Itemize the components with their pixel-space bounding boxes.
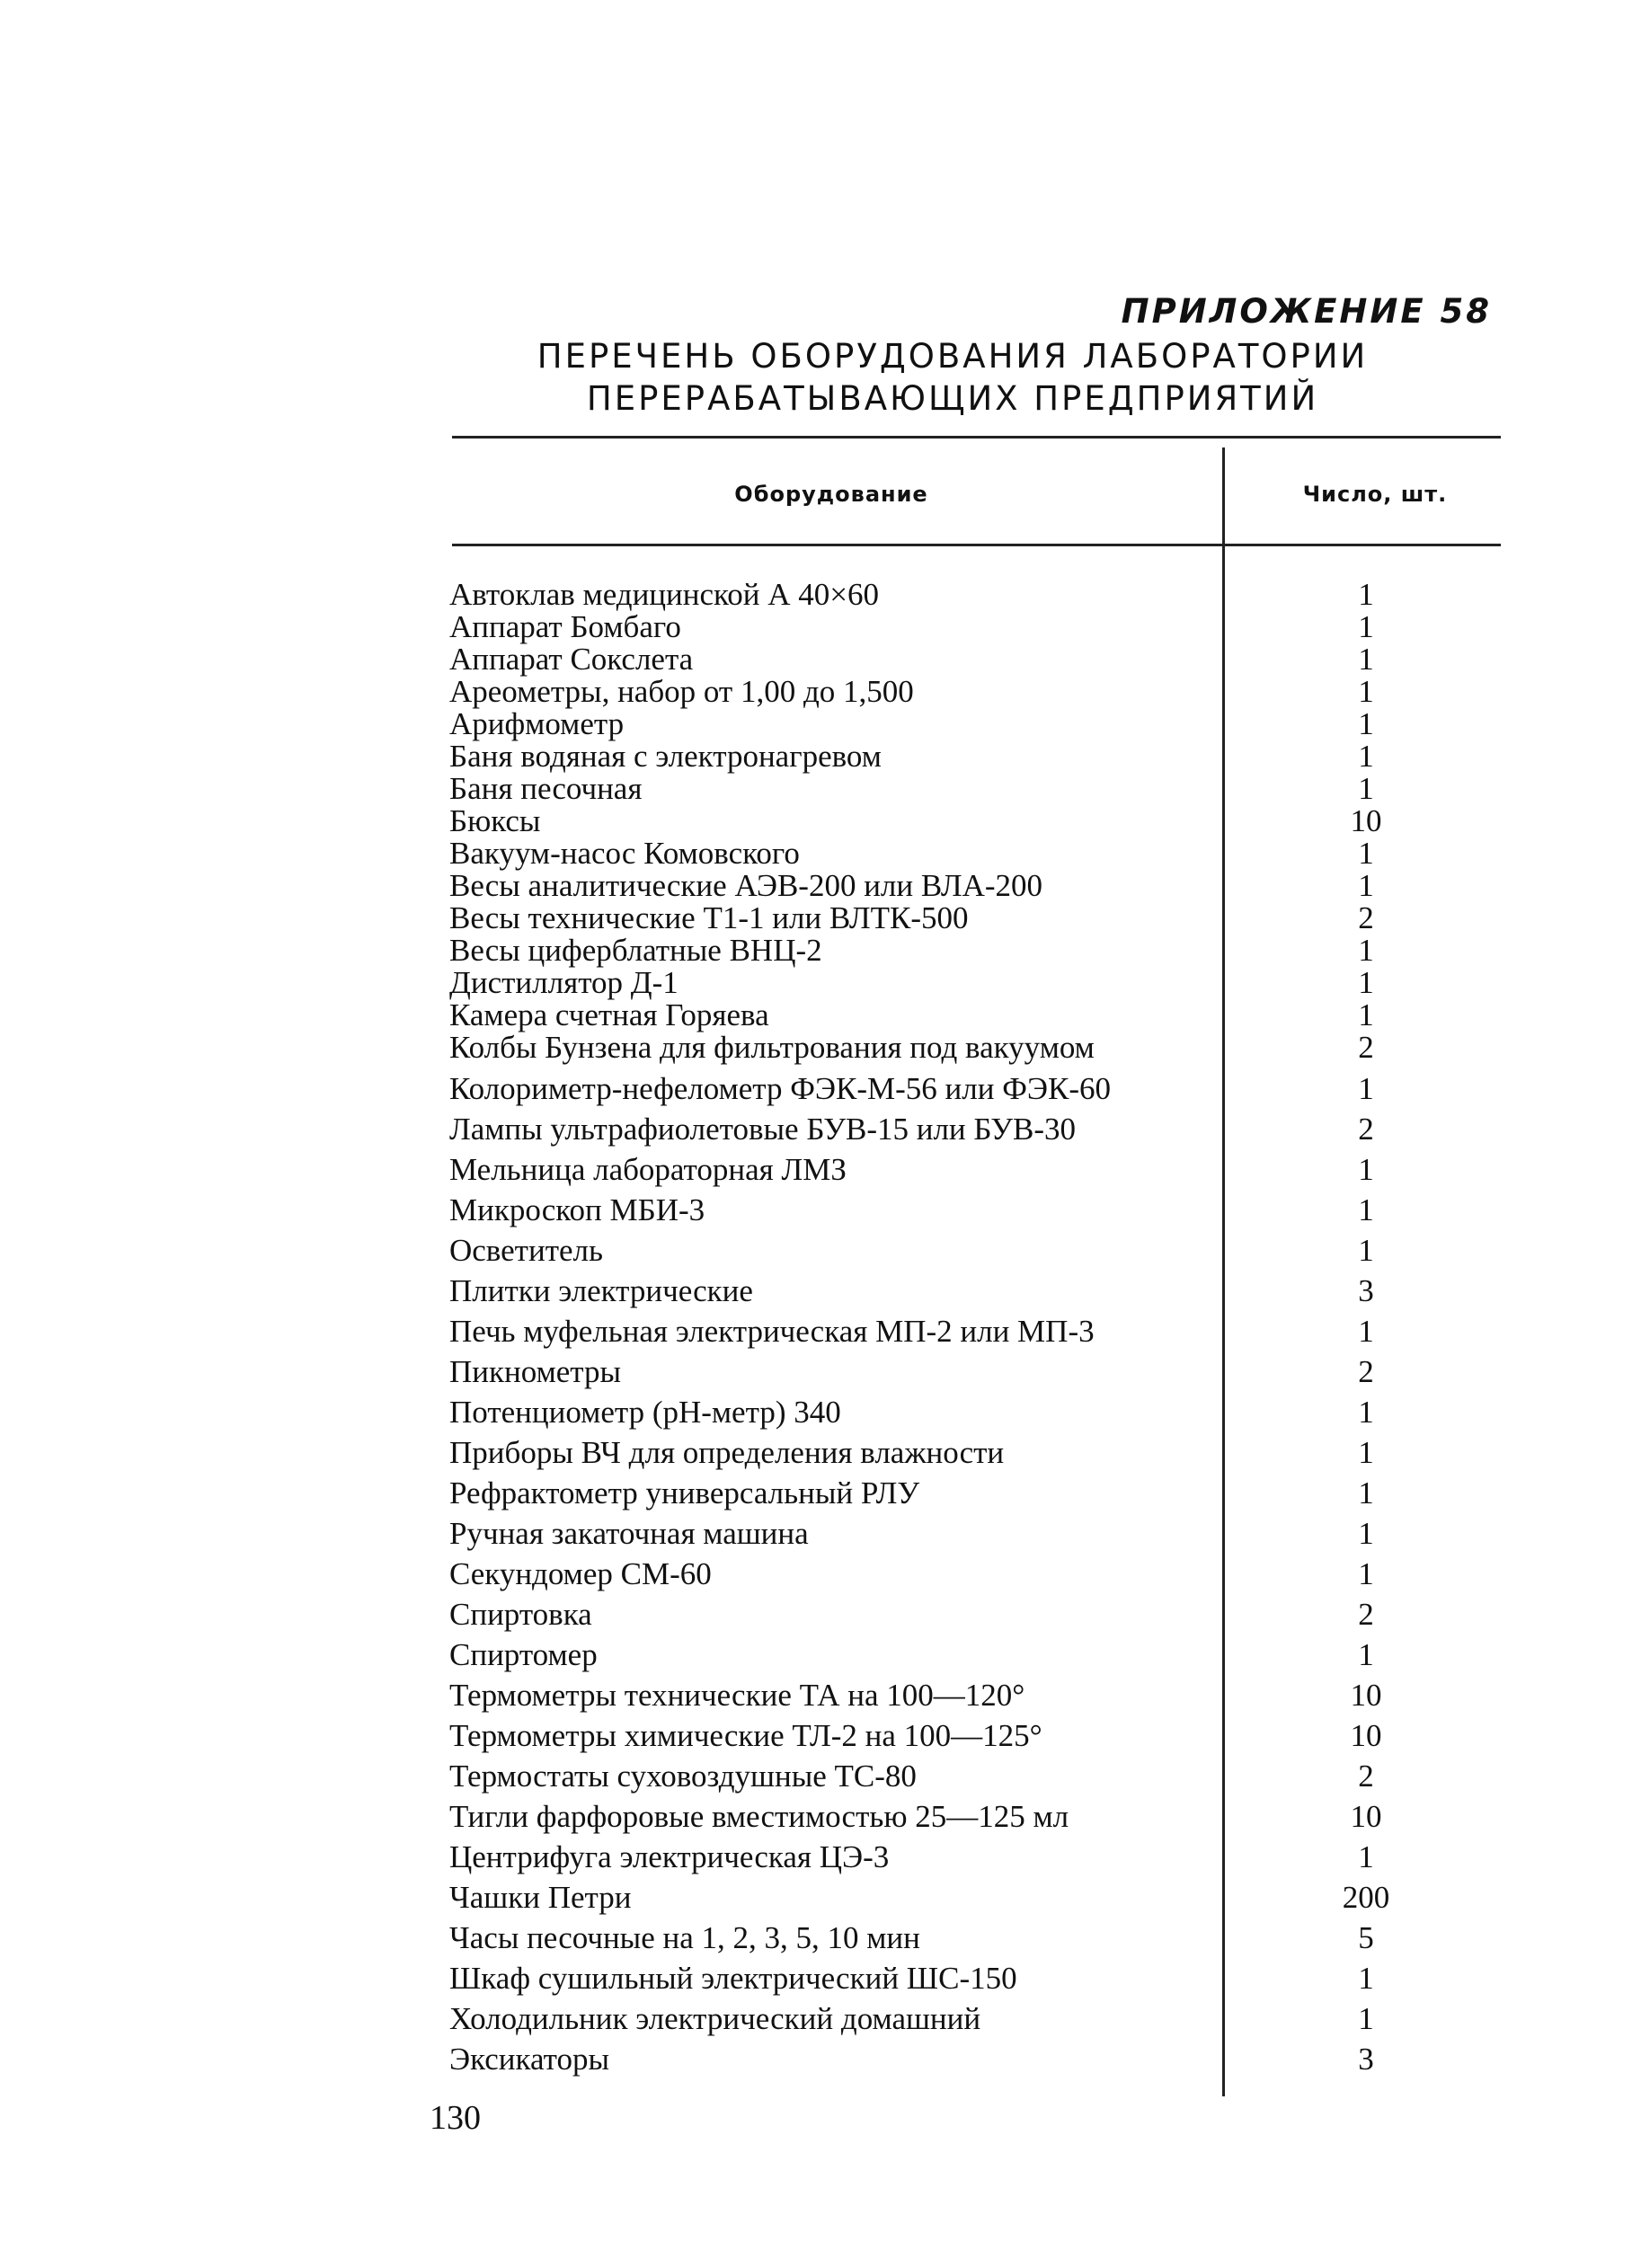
equipment-name: Микроскоп МБИ-3 (449, 1192, 705, 1227)
equipment-quantity: 2 (1358, 1030, 1374, 1065)
equipment-quantity: 2 (1358, 1759, 1374, 1794)
equipment-name: Термометры химические ТЛ-2 на 100—125° (449, 1718, 1042, 1753)
equipment-quantity: 1 (1358, 1314, 1374, 1349)
equipment-quantity: 3 (1358, 1273, 1374, 1308)
equipment-quantity: 1 (1358, 1233, 1374, 1268)
equipment-quantity: 1 (1358, 965, 1374, 1000)
equipment-name: Печь муфельная электрическая МП-2 или МП-3 (449, 1314, 1095, 1349)
equipment-name: Лампы ультрафиолетовые БУВ-15 или БУВ-30 (449, 1112, 1077, 1147)
equipment-name: Часы песочные на 1, 2, 3, 5, 10 мин (449, 1920, 920, 1955)
equipment-name: Баня песочная (449, 771, 643, 806)
table-row (0, 1110, 1641, 1149)
equipment-quantity: 1 (1358, 2001, 1374, 2036)
equipment-name: Дистиллятор Д-1 (449, 965, 679, 1000)
equipment-name: Колориметр-нефелометр ФЭК-М-56 или ФЭК-60 (449, 1071, 1111, 1106)
table-top-rule (452, 436, 1501, 439)
equipment-quantity: 1 (1358, 1435, 1374, 1470)
equipment-name: Пикнометры (449, 1354, 621, 1389)
equipment-quantity: 2 (1358, 1112, 1374, 1147)
equipment-name: Тигли фарфоровые вместимостью 25—125 мл (449, 1799, 1069, 1834)
equipment-quantity: 1 (1358, 1192, 1374, 1227)
table-row (0, 1878, 1641, 1918)
equipment-quantity: 1 (1358, 674, 1374, 709)
header-equipment: Оборудование (734, 482, 928, 507)
equipment-quantity: 200 (1342, 1880, 1390, 1915)
equipment-quantity: 1 (1358, 609, 1374, 644)
table-header-rule (452, 544, 1501, 546)
equipment-name: Весы циферблатные ВНЦ-2 (449, 933, 822, 968)
table-row (0, 1474, 1641, 1513)
equipment-name: Термометры технические ТА на 100—120° (449, 1678, 1025, 1713)
equipment-quantity: 1 (1358, 1152, 1374, 1187)
table-row (0, 1757, 1641, 1796)
equipment-name: Вакуум-насос Комовского (449, 836, 800, 871)
equipment-name: Аппарат Сокслета (449, 642, 694, 677)
equipment-quantity: 10 (1350, 1678, 1382, 1713)
equipment-name: Термостаты суховоздушные ТС-80 (449, 1759, 917, 1794)
table-row (0, 1191, 1641, 1230)
equipment-name: Шкаф сушильный электрический ШС-150 (449, 1961, 1017, 1996)
equipment-name: Мельница лабораторная ЛМЗ (449, 1152, 847, 1187)
equipment-name: Баня водяная с электронагревом (449, 739, 882, 774)
equipment-quantity: 1 (1358, 933, 1374, 968)
table-row (0, 1918, 1641, 1958)
equipment-name: Бюксы (449, 803, 541, 838)
page-title-line-2: ПЕРЕРАБАТЫВАЮЩИХ ПРЕДПРИЯТИЙ (586, 379, 1319, 418)
equipment-name: Весы технические Т1-1 или ВЛТК-500 (449, 900, 969, 935)
equipment-name: Рефрактометр универсальный РЛУ (449, 1475, 920, 1511)
equipment-quantity: 10 (1350, 1718, 1382, 1753)
equipment-quantity: 1 (1358, 1395, 1374, 1430)
equipment-quantity: 1 (1358, 1961, 1374, 1996)
table-row (0, 1999, 1641, 2039)
equipment-name: Центрифуга электрическая ЦЭ-3 (449, 1839, 890, 1874)
equipment-quantity: 1 (1358, 836, 1374, 871)
table-row (0, 1312, 1641, 1351)
equipment-quantity: 1 (1358, 997, 1374, 1032)
header-count: Число, шт. (1302, 482, 1448, 507)
equipment-quantity: 1 (1358, 1475, 1374, 1511)
table-row (0, 1028, 1641, 1068)
equipment-quantity: 1 (1358, 868, 1374, 903)
equipment-quantity: 5 (1358, 1920, 1374, 1955)
page-number: 130 (430, 2099, 481, 2137)
table-row (0, 1231, 1641, 1271)
appendix-label: ПРИЛОЖЕНИЕ 58 (1121, 292, 1492, 331)
equipment-quantity: 1 (1358, 1071, 1374, 1106)
table-row (0, 1514, 1641, 1554)
equipment-name: Секундомер СМ-60 (449, 1556, 712, 1591)
table-row (0, 1676, 1641, 1715)
equipment-name: Осветитель (449, 1233, 603, 1268)
equipment-quantity: 10 (1350, 803, 1382, 838)
equipment-quantity: 1 (1358, 771, 1374, 806)
table-row (0, 1716, 1641, 1756)
equipment-name: Приборы ВЧ для определения влажности (449, 1435, 1005, 1470)
equipment-quantity: 3 (1358, 2042, 1374, 2077)
table-row (0, 1595, 1641, 1635)
table-row (0, 1393, 1641, 1432)
equipment-quantity: 1 (1358, 1839, 1374, 1874)
equipment-name: Автоклав медицинской А 40×60 (449, 577, 880, 612)
equipment-name: Потенциометр (рН-метр) 340 (449, 1395, 841, 1430)
equipment-quantity: 1 (1358, 1516, 1374, 1551)
equipment-quantity: 1 (1358, 1637, 1374, 1672)
equipment-name: Колбы Бунзена для фильтрования под вакуумом (449, 1030, 1095, 1065)
equipment-name: Ручная закаточная машина (449, 1516, 809, 1551)
equipment-quantity: 2 (1358, 900, 1374, 935)
equipment-name: Аппарат Бомбаго (449, 609, 681, 644)
equipment-name: Эксикаторы (449, 2042, 609, 2077)
table-row (0, 1838, 1641, 1877)
equipment-name: Ареометры, набор от 1,00 до 1,500 (449, 674, 914, 709)
table-row (0, 1959, 1641, 1998)
equipment-name: Чашки Петри (449, 1880, 632, 1915)
equipment-name: Холодильник электрический домашний (449, 2001, 981, 2036)
equipment-quantity: 2 (1358, 1597, 1374, 1632)
table-row (0, 1797, 1641, 1837)
equipment-quantity: 1 (1358, 642, 1374, 677)
table-row (0, 2040, 1641, 2079)
equipment-name: Весы аналитические АЭВ-200 или ВЛА-200 (449, 868, 1043, 903)
equipment-quantity: 1 (1358, 706, 1374, 741)
table-row (0, 1271, 1641, 1311)
equipment-name: Плитки электрические (449, 1273, 753, 1308)
table-row (0, 1352, 1641, 1392)
equipment-name: Спиртовка (449, 1597, 592, 1632)
table-row (0, 1069, 1641, 1109)
equipment-quantity: 2 (1358, 1354, 1374, 1389)
equipment-quantity: 10 (1350, 1799, 1382, 1834)
equipment-name: Арифмометр (449, 706, 625, 741)
table-row (0, 1555, 1641, 1594)
equipment-quantity: 1 (1358, 1556, 1374, 1591)
equipment-quantity: 1 (1358, 577, 1374, 612)
page-title-line-1: ПЕРЕЧЕНЬ ОБОРУДОВАНИЯ ЛАБОРАТОРИИ (537, 337, 1369, 376)
equipment-name: Спиртомер (449, 1637, 598, 1672)
table-row (0, 1635, 1641, 1675)
equipment-name: Камера счетная Горяева (449, 997, 769, 1032)
equipment-quantity: 1 (1358, 739, 1374, 774)
table-row (0, 1150, 1641, 1190)
table-row (0, 1433, 1641, 1473)
